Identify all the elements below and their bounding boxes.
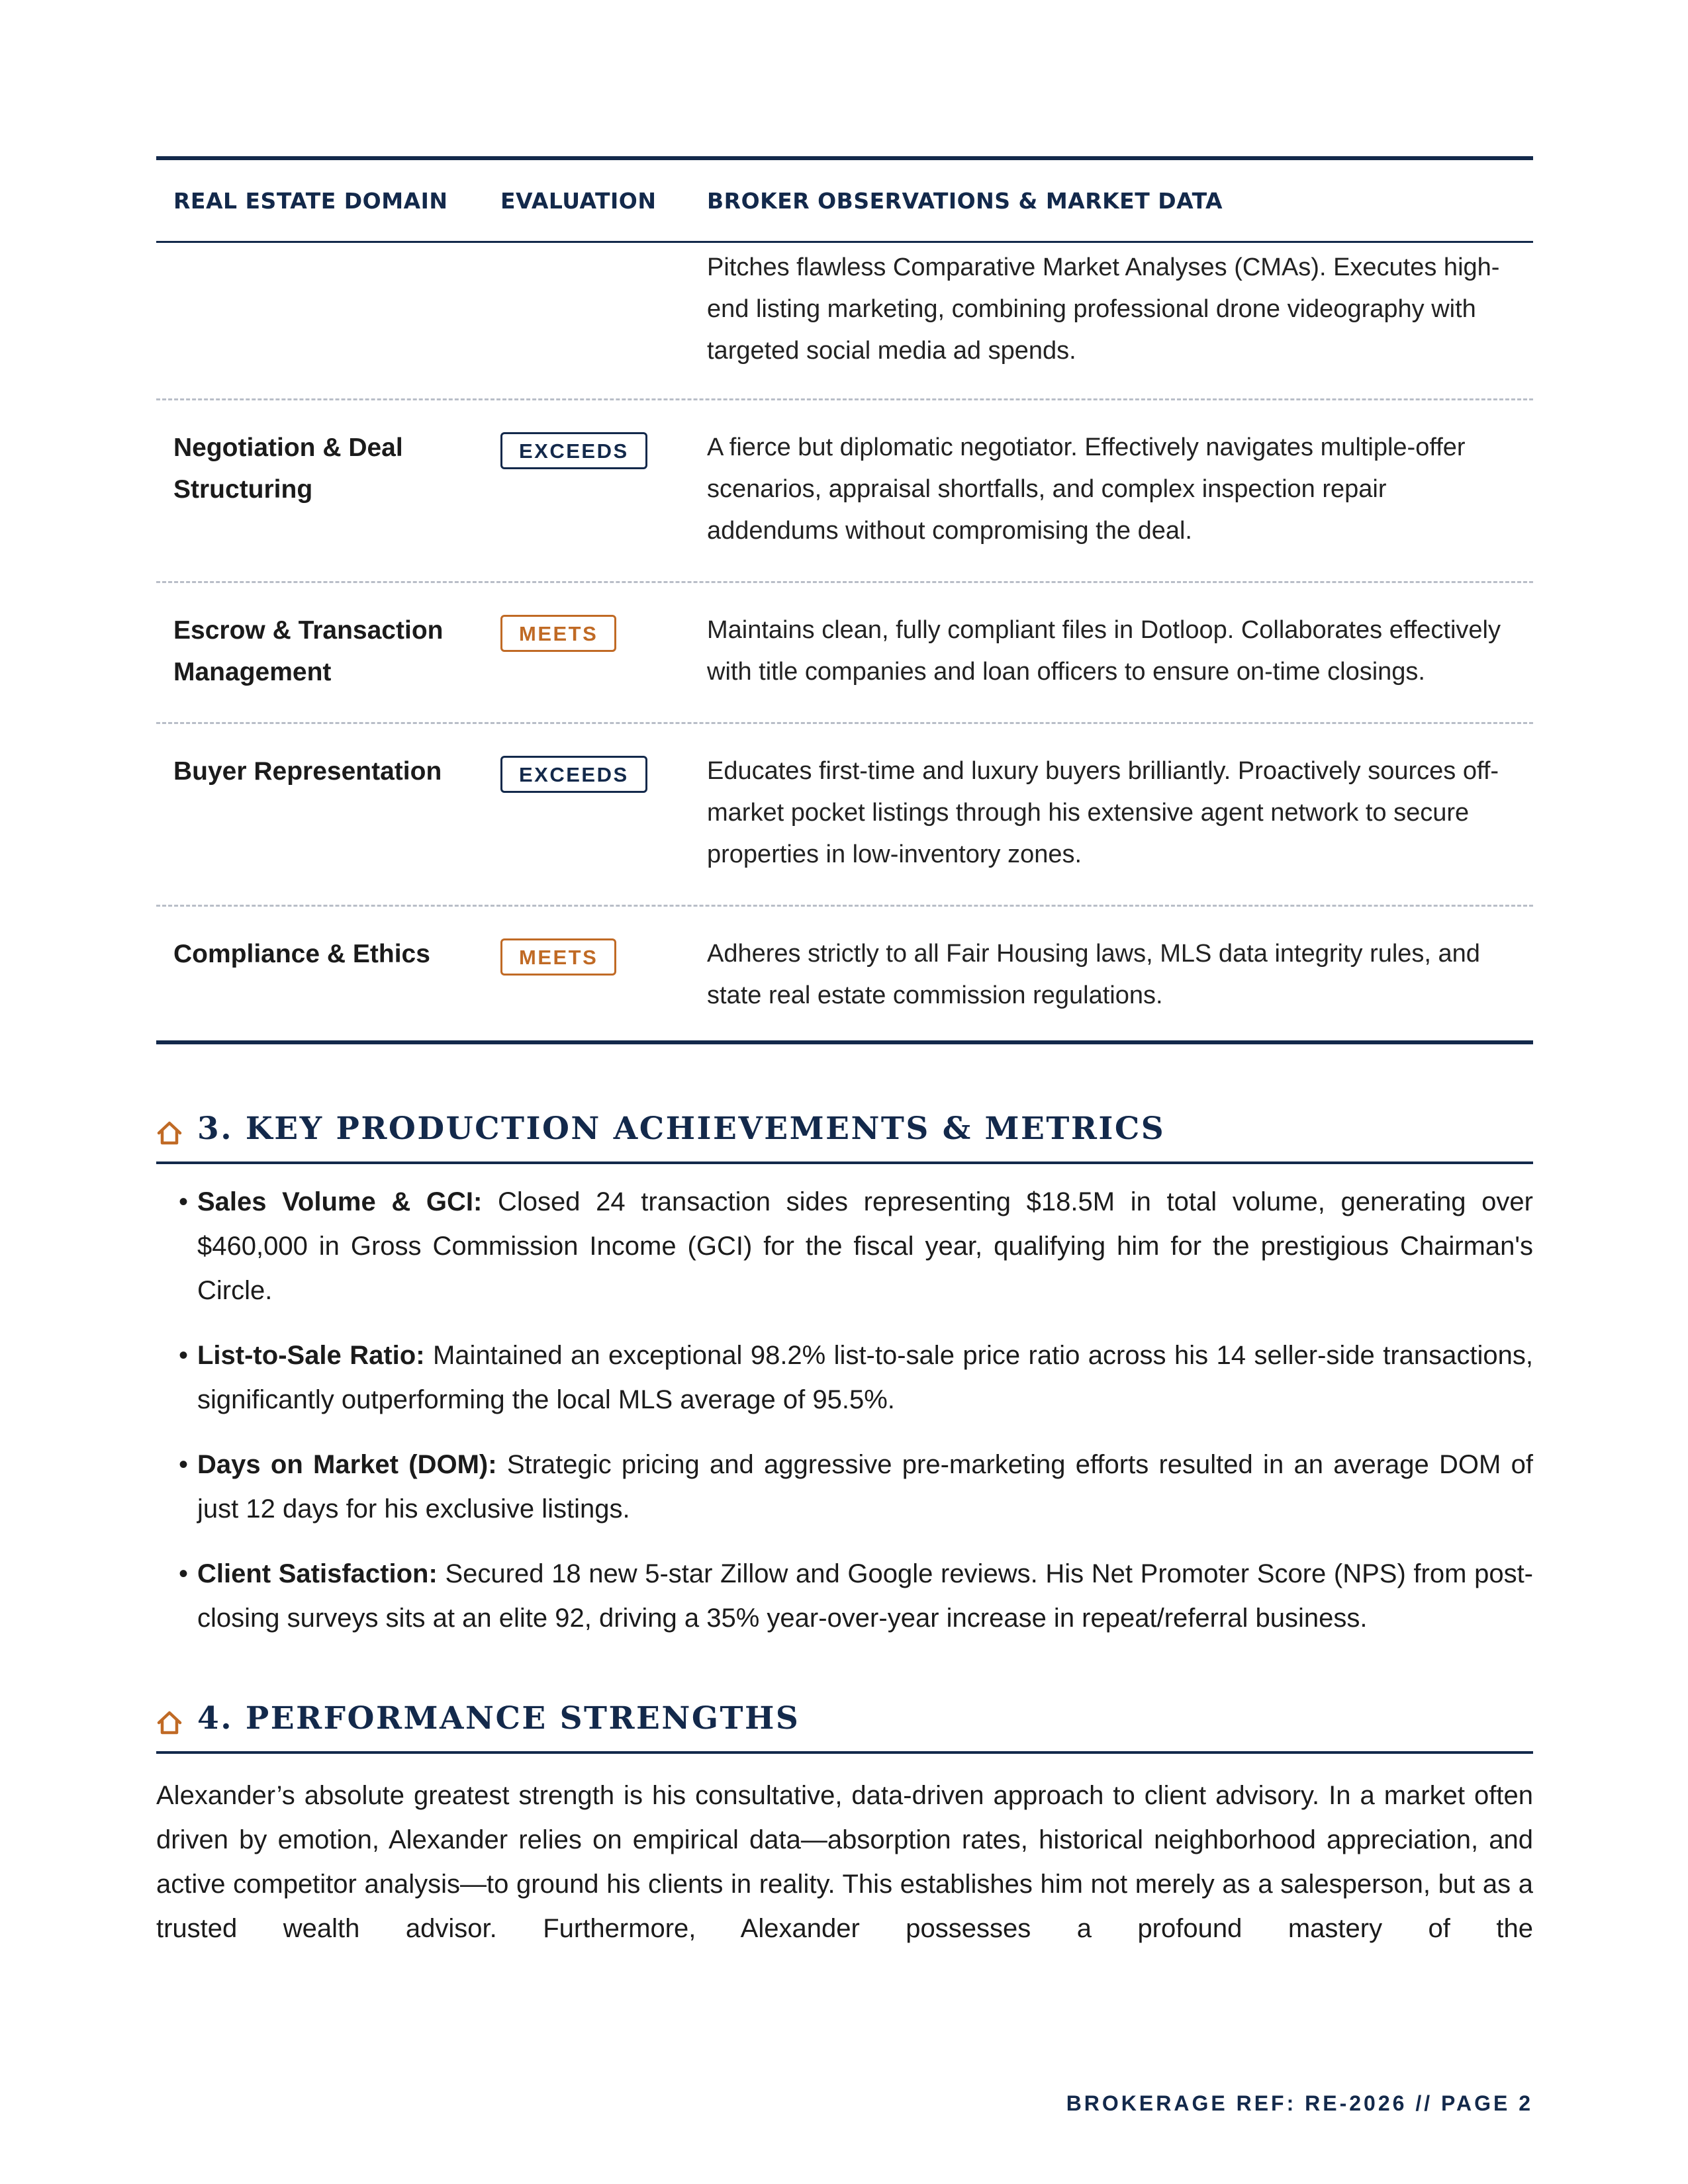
- home-icon: [156, 1709, 183, 1736]
- observation-text: Maintains clean, fully compliant files in Dotloop. Collaborates effectively with title companies and loan officers to ensure on-time closings.: [707, 616, 1501, 686]
- section-heading: [156, 1111, 1533, 1164]
- section-title: 4. PERFORMANCE STRENGTHS: [197, 1700, 800, 1737]
- rating-badge: EXCEEDS: [500, 756, 647, 793]
- section-heading: [156, 1700, 1533, 1754]
- item-text: Closed 24 transaction sides representing $18.5M in total volume, generating over $460,000 in Gross Commission Income (GCI) for the fiscal year, qualifying him for the prestigious Chairman's Circle.: [197, 1187, 1533, 1305]
- domain-name: Buyer Representation: [173, 757, 442, 786]
- section-title: 3. KEY PRODUCTION ACHIEVEMENTS & METRICS: [197, 1111, 1166, 1147]
- item-text: Secured 18 new 5-star Zillow and Google reviews. His Net Promoter Score (NPS) from post-closing surveys sits at an elite 92, driving a 35% year-over-year increase in repeat/referral business.: [197, 1559, 1534, 1633]
- rating-badge: MEETS: [500, 938, 616, 976]
- item-label: Sales Volume & GCI:: [197, 1187, 483, 1216]
- observation-text: Educates first-time and luxury buyers brilliantly. Proactively sources off-market pocket listings through his extensive agent network to secure properties in low-inventory zones.: [707, 757, 1499, 868]
- achievements-list: [156, 1180, 1533, 1641]
- observation-text: Adheres strictly to all Fair Housing laws, MLS data integrity rules, and state real estate commission regulations.: [707, 940, 1480, 1009]
- table-header: [156, 160, 1533, 243]
- section-strengths: [156, 1700, 1533, 1951]
- table-row: [156, 583, 1533, 724]
- list-item: • Client Satisfaction: Secured 18 new 5-star Zillow and Google reviews. His Net Promoter Score (NPS) from post-closing surveys sits at an elite 92, driving a 35% year-over-year increase in repeat/referral business.: [179, 1559, 1534, 1633]
- rating-badge: MEETS: [500, 615, 616, 652]
- strengths-paragraph: Alexander’s absolute greatest strength is his consultative, data-driven approach to client advisory. In a market often driven by emotion, Alexander relies on empirical data—absorption rates, historical neighborhood appreciation, and active competitor analysis—to ground his clients in reality. This establishes him not merely as a salesperson, but as a trusted wealth advisor. Furthermore, Alexander possesses a profound mastery of the: [156, 1781, 1533, 1943]
- item-label: List-to-Sale Ratio:: [197, 1341, 425, 1370]
- table-row: [156, 400, 1533, 583]
- header-observations: BROKER OBSERVATIONS & MARKET DATA: [707, 187, 1223, 214]
- header-evaluation: EVALUATION: [500, 187, 657, 214]
- page-footer: BROKERAGE REF: RE-2026 // PAGE 2: [1066, 2091, 1533, 2115]
- evaluation-table: [156, 156, 1533, 1044]
- domain-name: Negotiation & Deal Structuring: [173, 433, 403, 504]
- observation-text: Pitches flawless Comparative Market Analyses (CMAs). Executes high-end listing marketing, combining professional drone videography with targeted social media ad spends.: [707, 253, 1500, 365]
- home-icon: [156, 1120, 183, 1146]
- rating-badge: EXCEEDS: [500, 432, 647, 469]
- page: [156, 156, 1533, 1951]
- item-text: Strategic pricing and aggressive pre-marketing efforts resulted in an average DOM of just 12 days for his exclusive listings.: [197, 1450, 1533, 1524]
- table-row: [156, 907, 1533, 1040]
- domain-name: Escrow & Transaction Management: [173, 616, 444, 686]
- list-item: • List-to-Sale Ratio: Maintained an exceptional 98.2% list-to-sale price ratio across his 14 seller-side transactions, significantly outperforming the local MLS average of 95.5%.: [179, 1341, 1533, 1414]
- domain-name: Compliance & Ethics: [173, 940, 430, 968]
- list-item: • Days on Market (DOM): Strategic pricing and aggressive pre-marketing efforts resulted in an average DOM of just 12 days for his exclusive listings.: [179, 1450, 1533, 1524]
- section-achievements: [156, 1111, 1533, 1641]
- item-label: Days on Market (DOM):: [197, 1450, 497, 1479]
- item-label: Client Satisfaction:: [197, 1559, 438, 1588]
- table-row: [156, 724, 1533, 907]
- item-text: Maintained an exceptional 98.2% list-to-sale price ratio across his 14 seller-side transactions, significantly outperforming the local MLS average of 95.5%.: [197, 1341, 1533, 1414]
- header-domain: REAL ESTATE DOMAIN: [173, 187, 448, 214]
- table-row: [156, 243, 1533, 400]
- observation-text: A fierce but diplomatic negotiator. Effectively navigates multiple-offer scenarios, appraisal shortfalls, and complex inspection repair addendums without compromising the deal.: [707, 433, 1466, 545]
- list-item: • Sales Volume & GCI: Closed 24 transaction sides representing $18.5M in total volume, generating over $460,000 in Gross Commission Income (GCI) for the fiscal year, qualifying him for the prestigious Chairman's Circle.: [179, 1187, 1533, 1305]
